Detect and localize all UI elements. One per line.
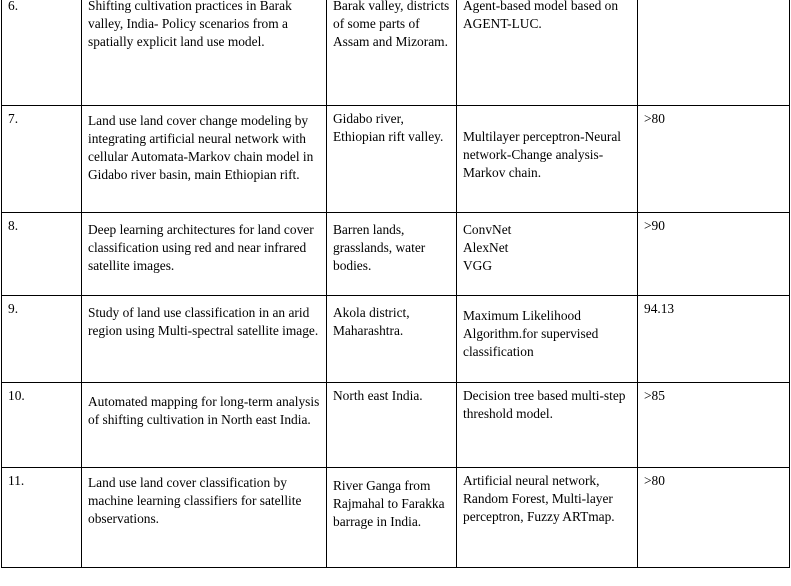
method-text: VGG [463, 258, 493, 273]
method-text: Artificial neural network, Random Forest, Multi-layer perceptron, Fuzzy ARTmap. [463, 473, 615, 524]
row-number: 11. [8, 473, 25, 488]
accuracy-value: >80 [644, 111, 665, 126]
accuracy-cell [638, 468, 790, 568]
accuracy-value: >90 [644, 218, 665, 233]
accuracy-value: >85 [644, 388, 665, 403]
table-row [2, 468, 790, 568]
row-number-cell [2, 213, 82, 296]
method-text: Maximum Likelihood Algorithm.for supervised classification [463, 308, 599, 359]
table-row [2, 383, 790, 468]
table-row [2, 106, 790, 213]
accuracy-cell [638, 213, 790, 296]
row-number-cell [2, 468, 82, 568]
row-number: 7. [8, 111, 19, 126]
study-title-cell [82, 468, 327, 568]
method-text: Agent-based model based on AGENT-LUC. [463, 0, 619, 31]
method-text: AlexNet [463, 240, 509, 255]
row-number: 10. [8, 388, 25, 403]
accuracy-cell [638, 0, 790, 106]
study-area-cell [327, 213, 457, 296]
accuracy-value: >80 [644, 473, 665, 488]
row-number-cell [2, 106, 82, 213]
study-area: Barren lands, grasslands, water bodies. [333, 222, 426, 273]
study-area: Gidabo river, Ethiopian rift valley. [333, 111, 444, 144]
table-row [2, 213, 790, 296]
study-area: Akola district, Maharashtra. [333, 305, 410, 338]
method-cell [457, 0, 638, 106]
row-number: 8. [8, 218, 19, 233]
table-row [2, 296, 790, 383]
study-area-cell [327, 296, 457, 383]
method-cell [457, 296, 638, 383]
study-title-cell [82, 213, 327, 296]
study-area-cell [327, 383, 457, 468]
study-area-cell [327, 0, 457, 106]
study-area-cell [327, 106, 457, 213]
accuracy-cell [638, 296, 790, 383]
method-text: Multilayer perceptron-Neural network-Change analysis-Markov chain. [463, 129, 622, 180]
row-number-cell [2, 383, 82, 468]
row-number: 9. [8, 301, 19, 316]
row-number-cell [2, 0, 82, 106]
method-text: Decision tree based multi-step threshold model. [463, 388, 626, 421]
study-title: Automated mapping for long-term analysis of shifting cultivation in North east India. [88, 394, 320, 427]
table-row [2, 0, 790, 106]
method-cell [457, 383, 638, 468]
method-cell [457, 468, 638, 568]
study-title: Land use land cover change modeling by integrating artificial neural network with cellular Automata-Markov chain model in Gidabo river basin, main Ethiopian rift. [88, 113, 314, 182]
accuracy-cell [638, 106, 790, 213]
accuracy-value: 94.13 [644, 301, 675, 316]
study-title: Deep learning architectures for land cover classification using red and near infrared satellite images. [88, 222, 314, 273]
study-title-cell [82, 296, 327, 383]
study-area: River Ganga from Rajmahal to Farakka barrage in India. [333, 478, 445, 529]
accuracy-cell [638, 383, 790, 468]
study-title-cell [82, 0, 327, 106]
study-title: Shifting cultivation practices in Barak valley, India- Policy scenarios from a spatially explicit land use model. [88, 0, 292, 49]
study-area-cell [327, 468, 457, 568]
study-area: North east India. [333, 388, 423, 403]
method-cell [457, 106, 638, 213]
study-title-cell [82, 106, 327, 213]
study-area: Barak valley, districts of some parts of Assam and Mizoram. [333, 0, 450, 49]
row-number-cell [2, 296, 82, 383]
row-number: 6. [8, 0, 19, 13]
study-title: Land use land cover classification by machine learning classifiers for satellite observations. [88, 475, 302, 526]
method-cell [457, 213, 638, 296]
literature-table [1, 0, 790, 568]
study-title: Study of land use classification in an arid region using Multi-spectral satellite image. [88, 305, 319, 338]
method-text: ConvNet [463, 222, 512, 237]
study-title-cell [82, 383, 327, 468]
